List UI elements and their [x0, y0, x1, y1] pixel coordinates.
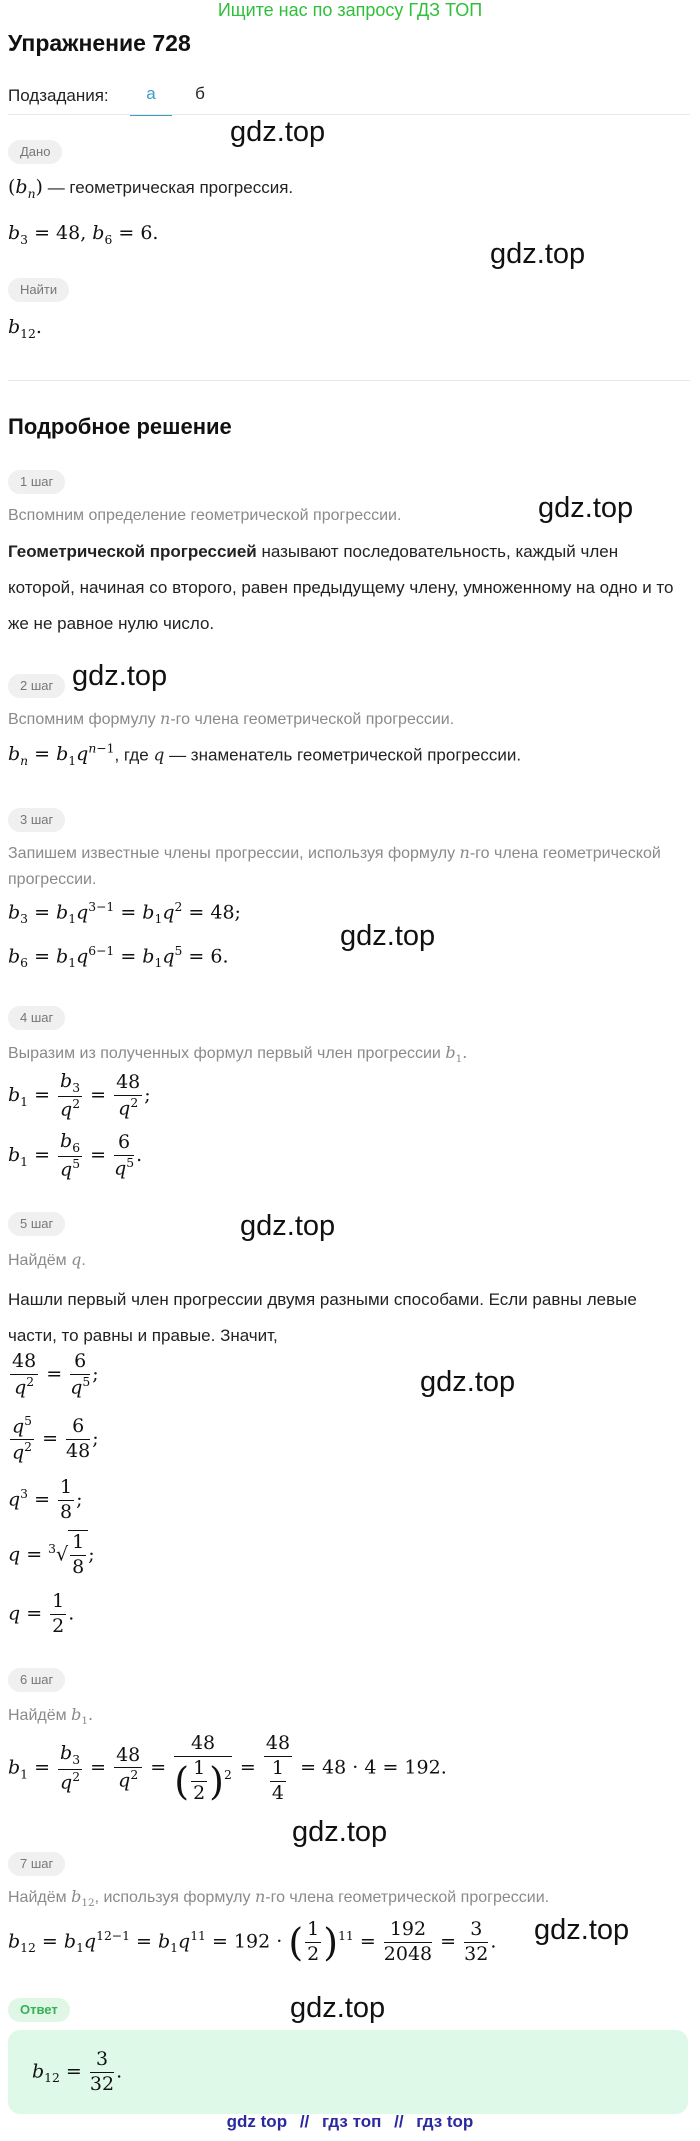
step-4-tag: 4 шаг [8, 1006, 65, 1030]
step-3-eq1: $b_3 = b_1q^{3-1} = b_1q^2 = 48$; [8, 900, 241, 927]
watermark: gdz.top [420, 1366, 516, 1398]
divider [8, 380, 690, 381]
watermark: gdz.top [490, 238, 586, 270]
watermark: gdz.top [292, 1816, 388, 1848]
solution-title: Подробное решение [8, 414, 232, 439]
step-5-eq2: $\frac{q^5}{q^2}$ = $\frac{6}{48}$ ; [12, 1414, 99, 1464]
step-5-eq1: $\frac{48}{q^2}$ = $\frac{6}{q^5}$ ; [12, 1350, 99, 1399]
watermark: gdz.top [240, 1210, 336, 1242]
footer-separator: // [394, 2112, 404, 2131]
answer-tag: Ответ [8, 1998, 70, 2022]
page-title: Упражнение 728 [8, 30, 191, 56]
watermark: gdz.top [534, 1914, 630, 1946]
given-tag: Дано [8, 140, 62, 164]
footer-separator: // [299, 2112, 310, 2131]
step-7-eq: $b_{12} = b_1q^{12-1} = b_1q^{11} = 192$ · ( $\frac{1}{2}$ )$^{11}$ = $\frac{192}{2048}$ = $\frac{3}{32}$ . [8, 1918, 497, 1965]
step-2-formula: $b_n = b_1q^{n-1}$, где q — знаменатель геометрической прогрессии. [8, 742, 522, 769]
subtasks-label: Подзадания: [8, 86, 109, 105]
step-2-note: Вспомним формулу n-го члена геометрической прогрессии. [8, 709, 455, 728]
step-1-note: Вспомним определение геометрической прогрессии. [8, 507, 402, 524]
step-3-eq2: $b_6 = b_1q^{6-1} = b_1q^5 = 6$. [8, 944, 229, 971]
step-6-tag: 6 шаг [8, 1668, 65, 1692]
step-1-tag: 1 шаг [8, 470, 65, 494]
find-value: $b_{12}$. [8, 316, 42, 341]
step-7-note: Найдём $b_{12}$, используя формулу n-го члена геометрической прогрессии. [8, 1887, 550, 1910]
footer-link-3[interactable]: гдз top [416, 2112, 474, 2131]
divider [8, 114, 690, 115]
given-line2: $b_3 = 48$, $b_6 = 6$. [8, 222, 159, 247]
step-4-eq1: $b_1$ = $\frac{b_3}{q^2}$ = $\frac{48}{q^2}$ ; [8, 1070, 151, 1121]
step-5-eq3: $q^3$ = $\frac{1}{8}$ ; [8, 1476, 83, 1523]
step-5-eq4: q = $^3$√ $\frac{1}{8}$ ; [8, 1531, 95, 1578]
watermark: gdz.top [290, 1992, 386, 2024]
step-3-note: Запишем известные члены прогрессии, используя формулу n-го члена геометрической прогрессии. [8, 843, 661, 888]
step-4-eq2: $b_1$ = $\frac{b_6}{q^5}$ = $\frac{6}{q^5}$ . [8, 1130, 143, 1181]
watermark: gdz.top [230, 116, 326, 148]
footer-links [0, 2112, 700, 2132]
step-1-text: Геометрической прогрессией называют последовательность, каждый член которой, начиная со второго, равен предыдущему члену, умноженному на одно и то же не равное нулю число. [8, 542, 674, 633]
step-7-tag: 7 шаг [8, 1852, 65, 1876]
step-5-text: Нашли первый член прогрессии двумя разными способами. Если равны левые части, то равны и правые. Значит, [8, 1290, 637, 1345]
watermark: gdz.top [538, 492, 634, 524]
watermark: gdz.top [340, 920, 436, 952]
tab-subtask-b[interactable]: б [195, 84, 205, 103]
tab-subtask-a[interactable]: а [130, 84, 172, 116]
step-6-note: Найдём $b_1$. [8, 1705, 94, 1728]
watermark: gdz.top [72, 660, 168, 692]
step-5-eq5: q = $\frac{1}{2}$ . [8, 1590, 75, 1637]
footer-link-2[interactable]: гдз топ [322, 2112, 382, 2131]
given-line1: $(b_n)$ — геометрическая прогрессия. [8, 176, 294, 201]
step-2-tag: 2 шаг [8, 674, 65, 698]
step-5-tag: 5 шаг [8, 1212, 65, 1236]
step-5-note: Найдём q. [8, 1250, 86, 1269]
answer-value: $b_{12}$ = $\frac{3}{32}$ . [32, 2048, 123, 2095]
find-tag: Найти [8, 278, 69, 302]
top-banner[interactable]: Ищите нас по запросу ГДЗ ТОП [217, 0, 483, 20]
step-6-eq: $b_1$ = $\frac{b_3}{q^2}$ = $\frac{48}{q^2}$ = 48 ( $\frac{1}{2}$ )$^2$ = $\frac{48}{\frac{1}{4}}$ = 48 · 4 = 192. [8, 1732, 447, 1804]
footer-link-1[interactable]: gdz top [226, 2112, 288, 2131]
step-3-tag: 3 шаг [8, 808, 65, 832]
step-4-note: Выразим из полученных формул первый член прогрессии $b_1$. [8, 1043, 468, 1066]
